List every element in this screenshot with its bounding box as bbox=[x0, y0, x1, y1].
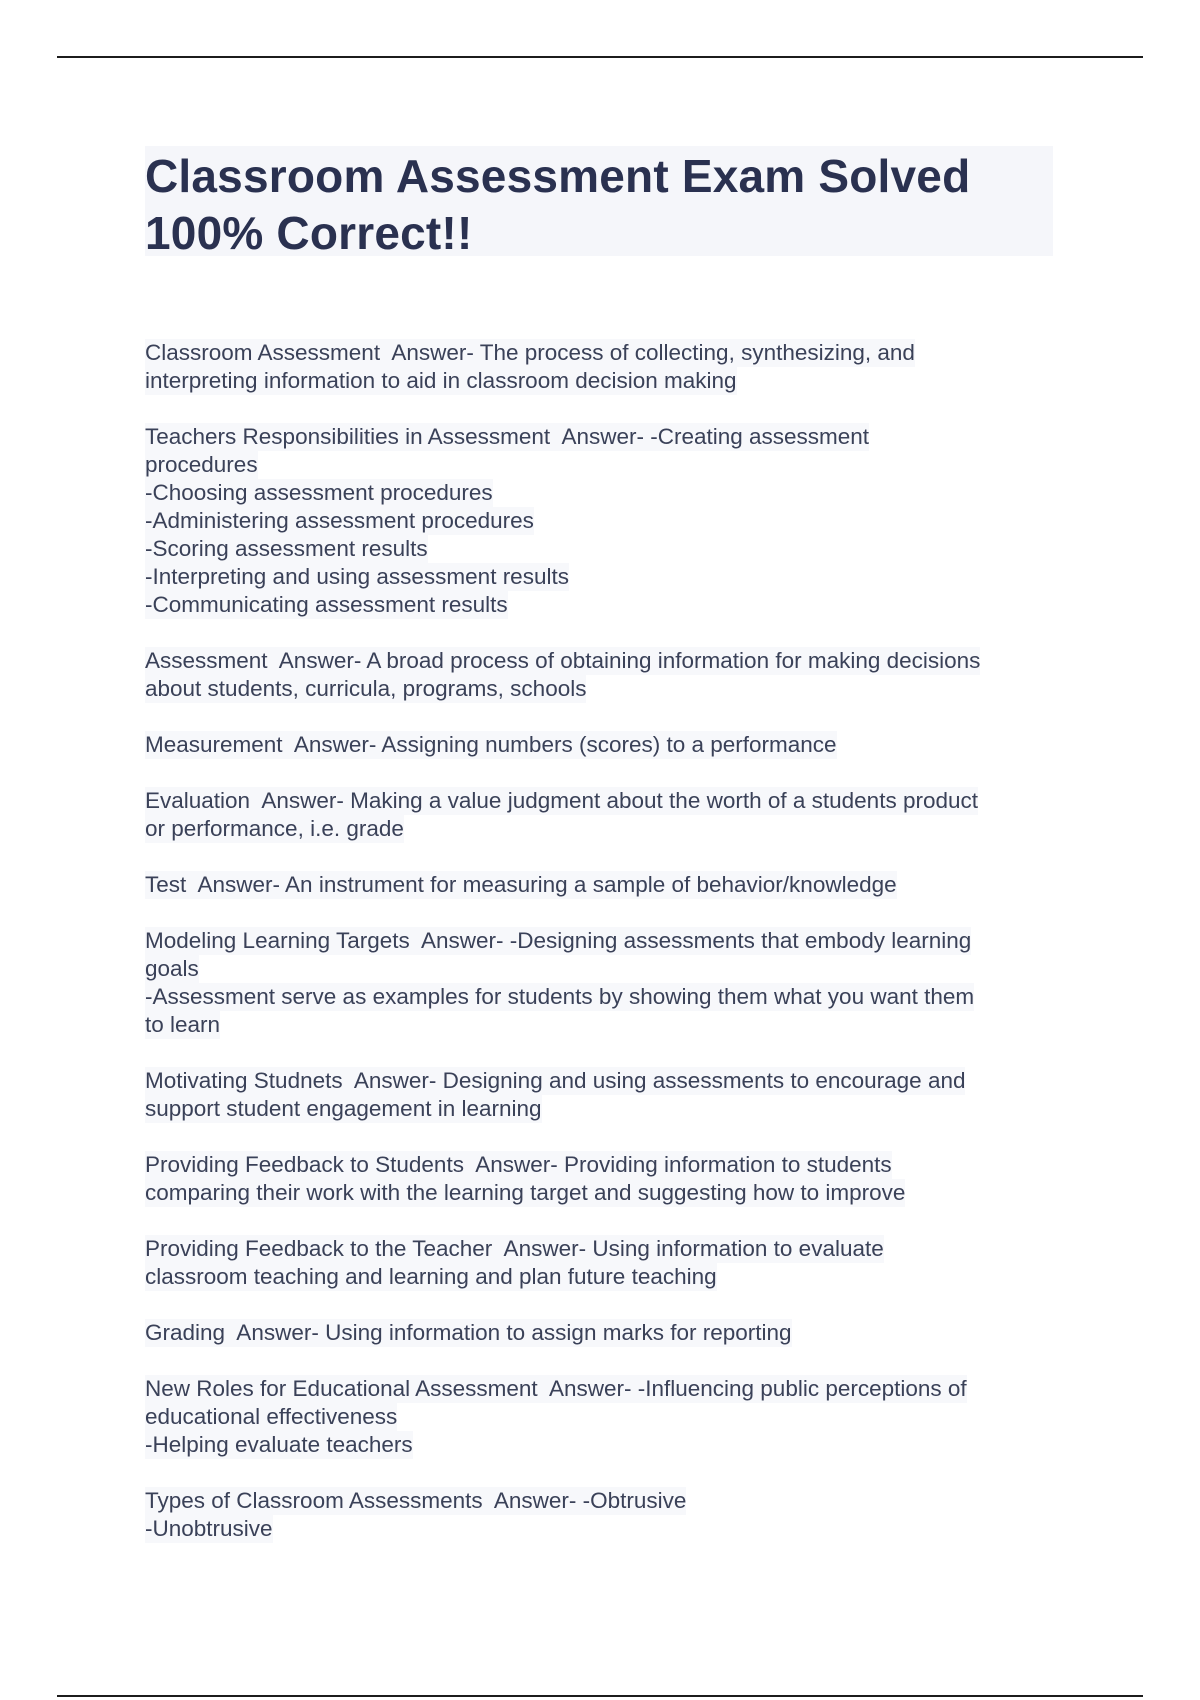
qa-entry-line: comparing their work with the learning target and suggesting how to improve bbox=[145, 1180, 906, 1205]
title-line: 100% Correct!! bbox=[145, 207, 473, 259]
qa-entry bbox=[145, 787, 1055, 843]
qa-entry-line: procedures bbox=[145, 452, 258, 477]
qa-entry-line: Classroom Assessment Answer- The process of collecting, synthesizing, and bbox=[145, 340, 915, 365]
qa-entry-line: goals bbox=[145, 956, 199, 981]
qa-entry-line: to learn bbox=[145, 1012, 221, 1037]
qa-entry-line: interpreting information to aid in classroom decision making bbox=[145, 368, 737, 393]
qa-entry-line: -Helping evaluate teachers bbox=[145, 1432, 413, 1457]
qa-entry-line: Modeling Learning Targets Answer- -Designing assessments that embody learning bbox=[145, 928, 972, 953]
qa-entry-line: -Scoring assessment results bbox=[145, 536, 428, 561]
qa-entry-line: about students, curricula, programs, schools bbox=[145, 676, 587, 701]
document-title bbox=[145, 146, 1053, 262]
qa-entry-line: Types of Classroom Assessments Answer- -Obtrusive bbox=[145, 1488, 687, 1513]
qa-entry-line: or performance, i.e. grade bbox=[145, 816, 404, 841]
qa-entry bbox=[145, 1319, 1055, 1347]
title-line: Classroom Assessment Exam Solved bbox=[145, 150, 971, 202]
qa-entry bbox=[145, 1375, 1055, 1459]
qa-entry bbox=[145, 423, 1055, 619]
qa-entry-line: -Choosing assessment procedures bbox=[145, 480, 493, 505]
qa-entry bbox=[145, 1067, 1055, 1123]
qa-entry bbox=[145, 339, 1055, 395]
qa-entry-line: Motivating Studnets Answer- Designing and using assessments to encourage and bbox=[145, 1068, 966, 1093]
qa-entry bbox=[145, 1235, 1055, 1291]
qa-entry-line: support student engagement in learning bbox=[145, 1096, 542, 1121]
qa-entry-line: Test Answer- An instrument for measuring a sample of behavior/knowledge bbox=[145, 872, 897, 897]
qa-entry-line: Grading Answer- Using information to assign marks for reporting bbox=[145, 1320, 792, 1345]
qa-entry-line: -Interpreting and using assessment results bbox=[145, 564, 569, 589]
qa-entry bbox=[145, 731, 1055, 759]
qa-entry-line: Evaluation Answer- Making a value judgment about the worth of a students product bbox=[145, 788, 978, 813]
qa-entry bbox=[145, 1487, 1055, 1543]
top-divider bbox=[57, 56, 1143, 58]
qa-entry-line: -Assessment serve as examples for students by showing them what you want them bbox=[145, 984, 975, 1009]
qa-entry-line: Measurement Answer- Assigning numbers (scores) to a performance bbox=[145, 732, 837, 757]
qa-entry-line: Teachers Responsibilities in Assessment Answer- -Creating assessment bbox=[145, 424, 870, 449]
qa-entry-line: Assessment Answer- A broad process of obtaining information for making decisions bbox=[145, 648, 981, 673]
bottom-divider bbox=[57, 1695, 1143, 1697]
qa-list bbox=[145, 339, 1055, 1571]
qa-entry-line: -Administering assessment procedures bbox=[145, 508, 534, 533]
qa-entry bbox=[145, 647, 1055, 703]
qa-entry bbox=[145, 1151, 1055, 1207]
qa-entry bbox=[145, 871, 1055, 899]
qa-entry-line: classroom teaching and learning and plan future teaching bbox=[145, 1264, 717, 1289]
qa-entry-line: -Communicating assessment results bbox=[145, 592, 508, 617]
qa-entry bbox=[145, 927, 1055, 1039]
title-block bbox=[145, 146, 1053, 259]
qa-entry-line: -Unobtrusive bbox=[145, 1516, 273, 1541]
qa-entry-line: educational effectiveness bbox=[145, 1404, 398, 1429]
qa-entry-line: New Roles for Educational Assessment Answer- -Influencing public perceptions of bbox=[145, 1376, 967, 1401]
qa-entry-line: Providing Feedback to the Teacher Answer- Using information to evaluate bbox=[145, 1236, 884, 1261]
qa-entry-line: Providing Feedback to Students Answer- Providing information to students bbox=[145, 1152, 892, 1177]
